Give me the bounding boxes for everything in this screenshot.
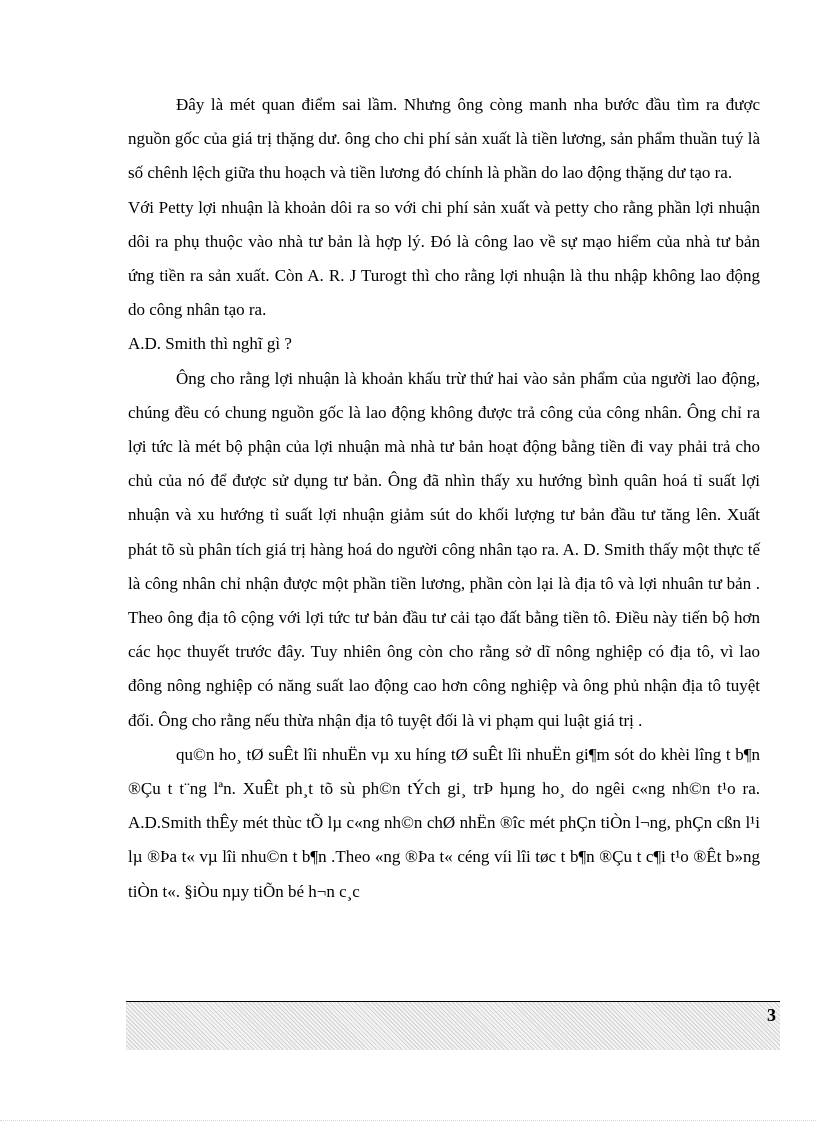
page-number: 3: [767, 1005, 776, 1025]
footer-band: [126, 1002, 780, 1050]
paragraph-4: Ông cho rằng lợi nhuận là khoản khấu trừ thứ hai vào sản phẩm của người lao động, chúng đều có chung nguồn gốc là lao động không được trả công của công nhân. Ông chỉ ra lợi tức là mét bộ phận của lợi nhuận mà nhà tư bản hoạt động bằng tiền đi vay phải trả cho chủ của nó để được sử dụng tư bản. Ông đã nhìn thấy xu hướng bình quân hoá tỉ suất lợi nhuận và xu hướng tỉ suất lợi nhuận giảm sút do khối lượng tư bản đầu tư tăng lên. Xuất phát tõ sù phân tích giá trị hàng hoá do người công nhân tạo ra. A. D. Smith thấy một thực tế là công nhân chỉ nhận được một phần tiền lương, phần còn lại là địa tô và lợi nhuân tư bản . Theo ông địa tô cộng với lợi tức tư bản đầu tư cải tạo đất bằng tiền tô. Điều này tiến bộ hơn các học thuyết trước đây. Tuy nhiên ông còn cho rằng sở dĩ nông nghiệp có địa tô, vì lao đông nông nghiệp có năng suất lao động cao hơn công nghiệp và ông phủ nhận địa tô tuyệt đối. Ông cho rằng nếu thừa nhận địa tô tuyệt đối là vi phạm qui luật giá trị .: [128, 368, 760, 730]
paragraph-2: Với Petty lợi nhuận là khoản dôi ra so với chi phí sản xuất và petty cho rằng phần lợi nhuận dôi ra phụ thuộc vào nhà tư bản là hợp lý. Đó là công lao về sự mạo hiểm của nhà tư bản ứng tiền ra sản xuất. Còn A. R. J Turogt thì cho rằng lợi nhuận là thu nhập không lao động do công nhân tạo ra.: [128, 197, 760, 320]
paragraph-1: Đây là mét quan điểm sai lầm. Nhưng ông còng manh nha bước đầu tìm ra được nguồn gốc của giá trị thặng dư. ông cho chi phí sản xuất là tiền lương, sản phẩm thuần tuý là số chênh lệch giữa thu hoạch và tiền lương đó chính là phần do lao động thặng dư tạo ra.: [128, 95, 760, 183]
document-body: [128, 88, 760, 909]
page-bottom-divider: [0, 1120, 816, 1121]
paragraph-3: A.D. Smith thì nghĩ gì ?: [128, 334, 292, 354]
paragraph-5-garbled: qu©n ho¸ tØ suÊt lîi nhuËn vµ xu híng tØ suÊt lîi nhuËn gi¶m sót do khèi lîng t b¶n ®Çu t t¨ng lªn. XuÊt ph¸t tõ sù ph©n tÝch gi¸ trÞ hµng ho¸ do ngêi c«ng nh©n t¹o ra. A.D.Smith thÊy mét thùc tÕ lµ c«ng nh©n chØ nhËn ®îc mét phÇn tiÒn l¬ng, phÇn cßn l¹i lµ ®Þa t« vµ lîi nhu©n t b¶n .Theo «ng ®Þa t« céng víi lîi tøc t b¶n ®Çu t c¶i t¹o ®Êt b»ng tiÒn t«. §iÒu nµy tiÕn bé h¬n c¸c: [128, 744, 760, 901]
